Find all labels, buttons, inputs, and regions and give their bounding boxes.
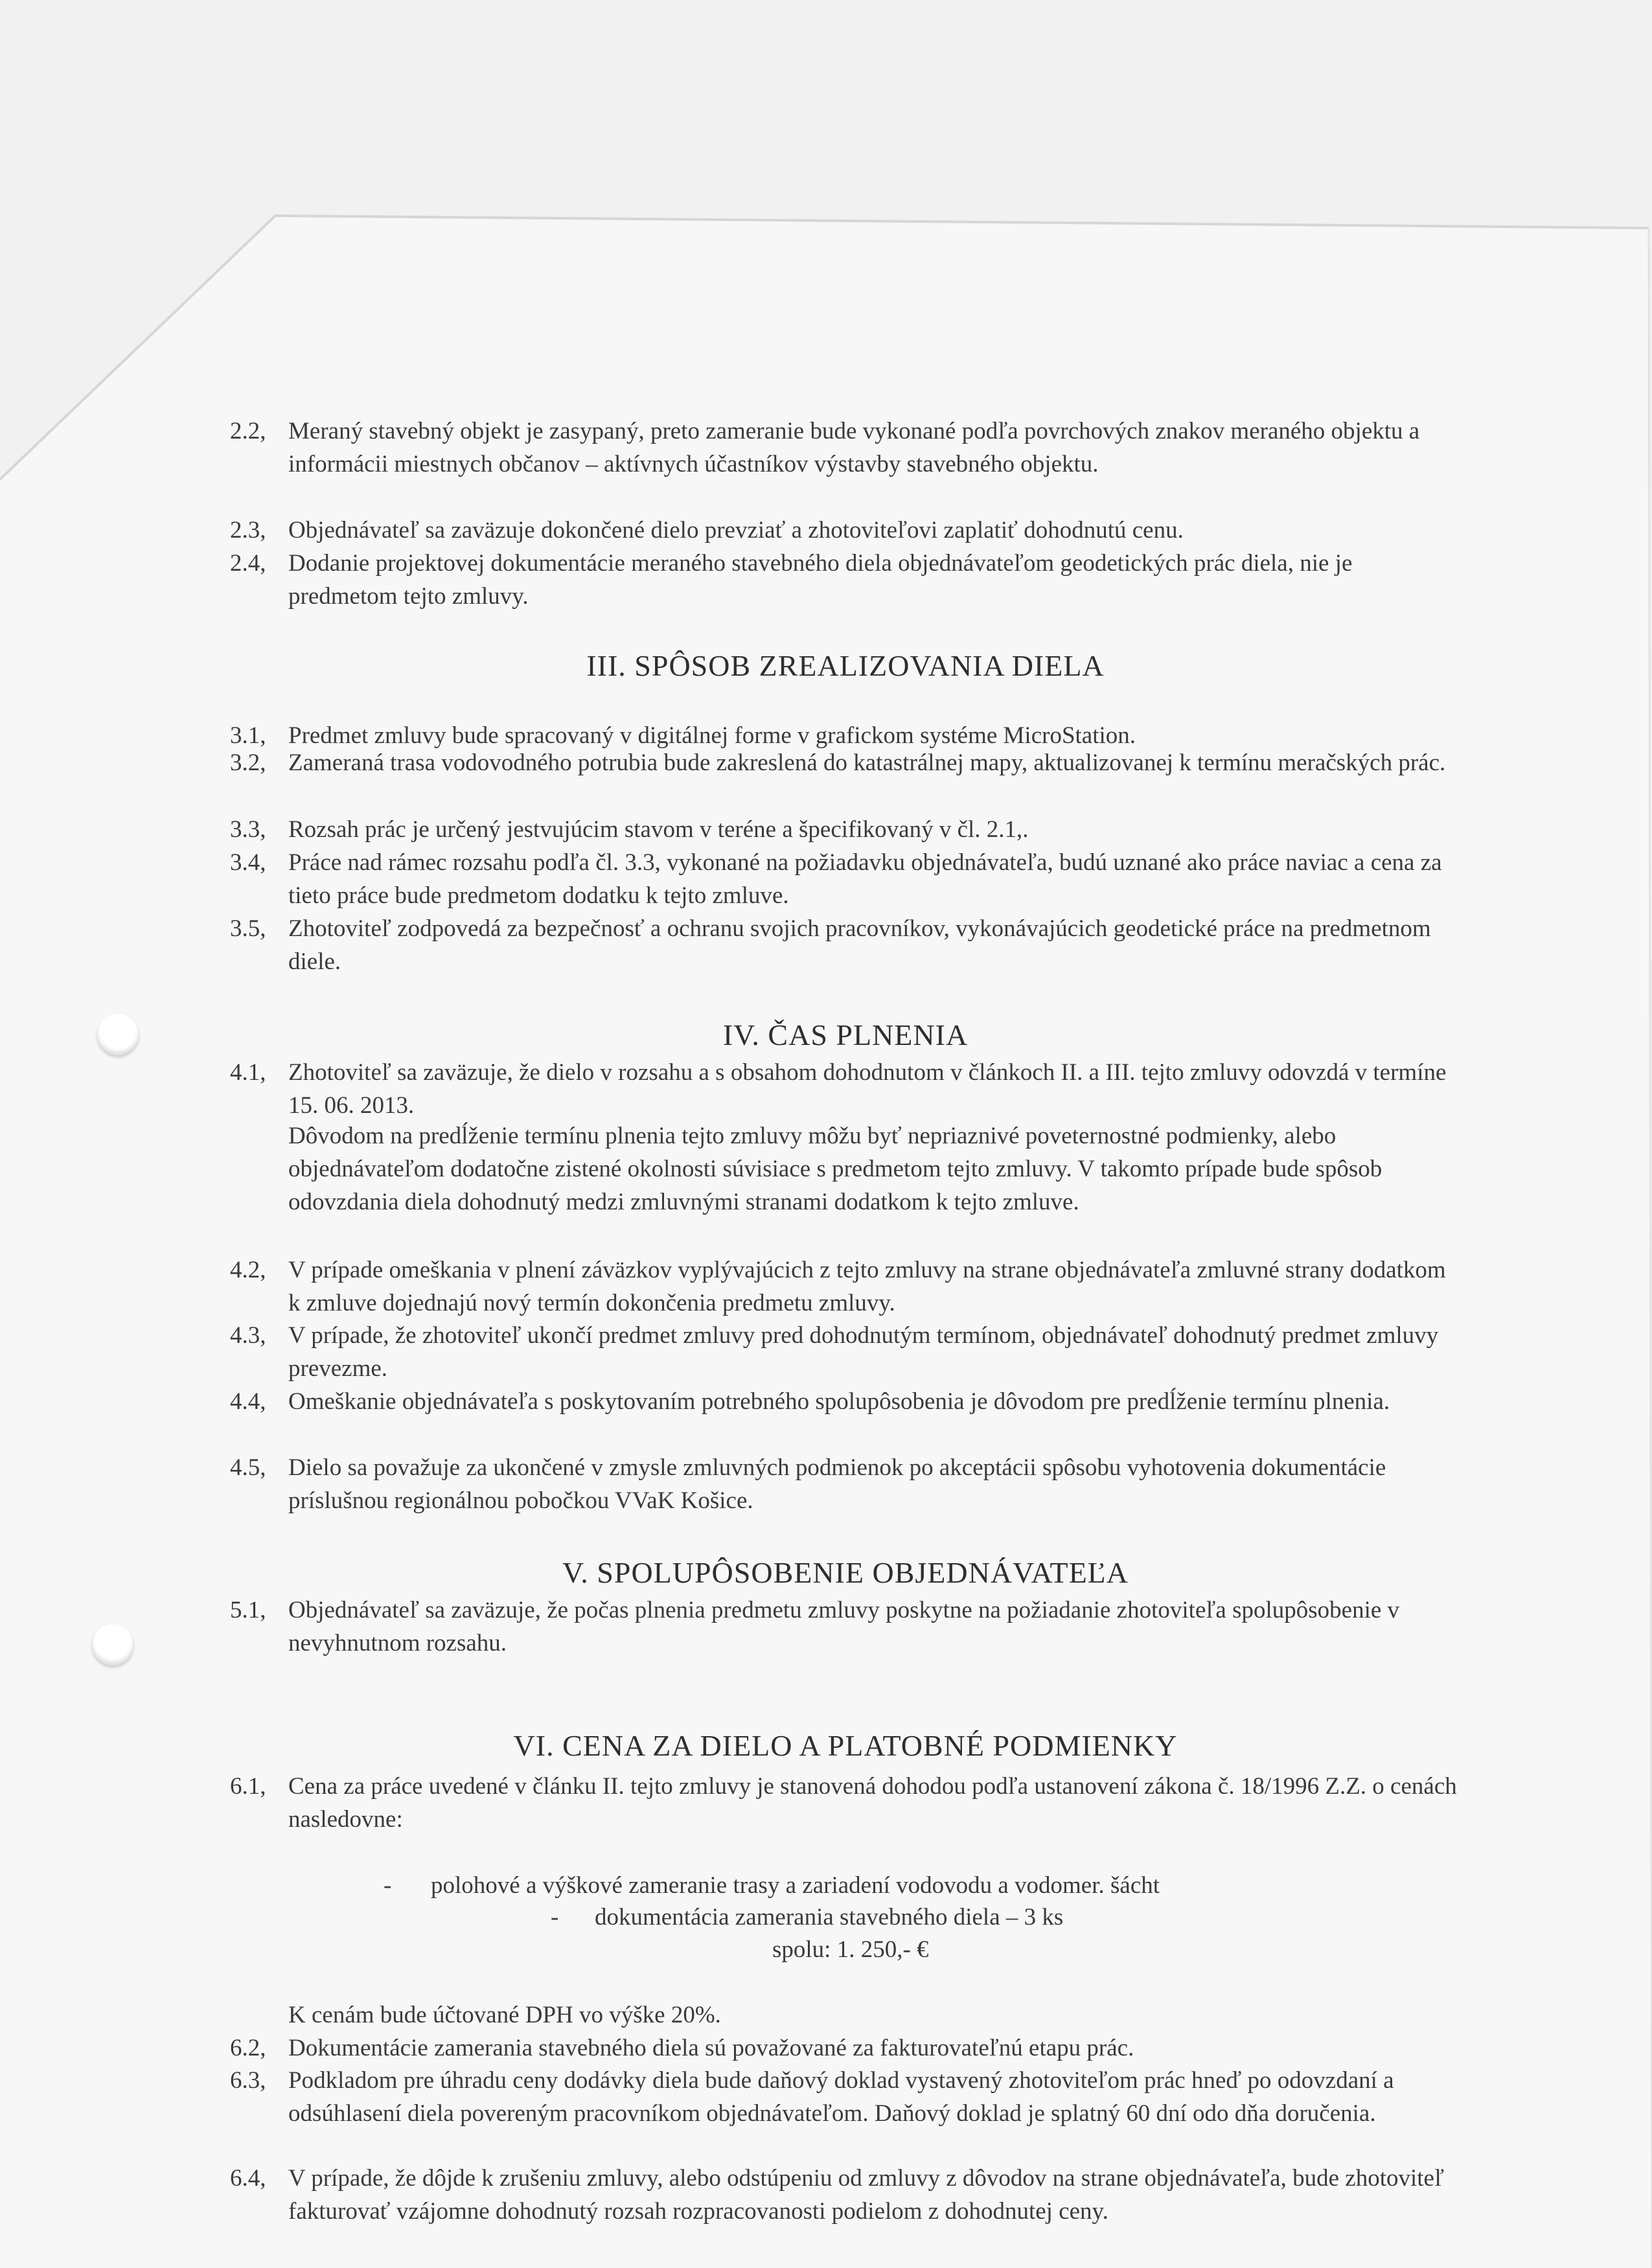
clause-number: 2.4, [230, 550, 266, 577]
clause-text: Zhotoviteľ sa zaväzuje, že dielo v rozsahu a s obsahom dohodnutom v článkoch II. a III. tejto zmluvy odovzdá v termíne 15. 06. 2013. [288, 1059, 1447, 1119]
clause-text: Práce nad rámec rozsahu podľa čl. 3.3, vykonané na požiadavku objednávateľa, budú uznané ako práce naviac a cena za tieto práce bude predmetom dodatku k tejto zmluve. [288, 849, 1442, 909]
clause-number: 4.5, [230, 1454, 266, 1481]
clause-text: V prípade omeškania v plnení záväzkov vyplývajúcich z tejto zmluvy na strane objednávateľa zmluvné strany dodatkom k zmluve dojednajú nový termín dokončenia predmetu zmluvy. [288, 1257, 1446, 1316]
clause-6-3 [230, 2064, 1461, 2130]
clause-number: 6.2, [230, 2035, 266, 2061]
clause-number: 3.3, [230, 816, 266, 843]
clause-number: 6.3, [230, 2067, 266, 2094]
clause-4-2 [230, 1254, 1461, 1320]
clause-3-3 [230, 813, 1461, 846]
clause-text: Rozsah prác je určený jestvujúcim stavom v teréne a špecifikovaný v čl. 2.1,. [288, 816, 1029, 843]
section-heading-vi: VI. CENA ZA DIELO A PLATOBNÉ PODMIENKY [513, 1729, 1178, 1762]
clause-number: 3.1, [230, 722, 266, 749]
clause-number: 4.3, [230, 1322, 266, 1349]
clause-text: V prípade, že zhotoviteľ ukončí predmet zmluvy pred dohodnutým termínom, objednávateľ dohodnutý predmet zmluvy prevezme. [288, 1322, 1439, 1382]
bullet-mark: - [551, 1904, 559, 1930]
clause-text: Dôvodom na predĺženie termínu plnenia tejto zmluvy môžu byť nepriaznivé poveternostné podmienky, alebo objednávateľom dodatočne zistené okolnosti súvisiace s predmetom tejto zmluvy. V takomto prípade bude spôsob odovzdania diela dohodnutý medzi zmluvnými stranami dodatkom k tejto zmluve. [288, 1123, 1382, 1215]
clause-number: 4.1, [230, 1059, 266, 1086]
section-heading-iii: III. SPÔSOB ZREALIZOVANIA DIELA [586, 649, 1105, 682]
section-heading-v: V. SPOLUPÔSOBENIE OBJEDNÁVATEĽA [562, 1556, 1129, 1589]
clause-4-3 [230, 1319, 1461, 1385]
clause-6-2 [230, 2032, 1461, 2065]
clause-text: Omeškanie objednávateľa s poskytovaním potrebného spolupôsobenia je dôvodom pre predĺženie termínu plnenia. [288, 1388, 1390, 1415]
bullet-mark: - [384, 1872, 392, 1899]
clause-6-1 [230, 1770, 1461, 1836]
clause-number: 6.4, [230, 2165, 266, 2192]
clause-text: Cena za práce uvedené v článku II. tejto zmluvy je stanovená dohodou podľa ustanovení zákona č. 18/1996 Z.Z. o cenách nasledovne: [288, 1773, 1457, 1833]
clause-3-5 [230, 912, 1461, 978]
clause-4-1 [230, 1056, 1461, 1122]
clause-6-4 [230, 2162, 1461, 2228]
clause-5-1 [230, 1594, 1461, 1660]
clause-2-4 [230, 547, 1461, 613]
clause-4-1-continuation [230, 1119, 1461, 1219]
clause-text: Predmet zmluvy bude spracovaný v digitálnej forme v grafickom systéme MicroStation. [288, 722, 1136, 749]
clause-text: Podkladom pre úhradu ceny dodávky diela bude daňový doklad vystavený zhotoviteľom prác hneď po odovzdaní a odsúhlasení diela povereným pracovníkom objednávateľom. Daňový doklad je splatný 60 dní odo dňa doručenia. [288, 2067, 1394, 2127]
clause-2-3 [230, 514, 1461, 547]
price-item-documentation: dokumentácia zamerania stavebného diela – 3 ks [595, 1904, 1064, 1930]
clause-number: 2.3, [230, 517, 266, 544]
price-total: spolu: 1. 250,- € [772, 1936, 929, 1963]
section-heading-iv: IV. ČAS PLNENIA [722, 1018, 969, 1051]
clause-text: Dodanie projektovej dokumentácie meraného stavebného diela objednávateľom geodetických prác diela, nie je predmetom tejto zmluvy. [288, 550, 1353, 610]
clause-3-2 [230, 746, 1461, 779]
clause-number: 4.4, [230, 1388, 266, 1415]
clause-number: 5.1, [230, 1597, 266, 1623]
clause-text: V prípade, že dôjde k zrušeniu zmluvy, alebo odstúpeniu od zmluvy z dôvodov na strane objednávateľa, bude zhotoviteľ fakturovať vzájomne dohodnutý rozsah rozpracovanosti podielom z dohodnutej ceny. [288, 2165, 1444, 2225]
clause-3-4 [230, 846, 1461, 912]
price-item-survey: polohové a výškové zameranie trasy a zariadení vodovodu a vodomer. šácht [431, 1872, 1160, 1899]
clause-text: Meraný stavebný objekt je zasypaný, preto zameranie bude vykonané podľa povrchových znakov meraného objektu a informácii miestnych občanov – aktívnych účastníkov výstavby stavebného objektu. [288, 418, 1420, 477]
clause-text: Zameraná trasa vodovodného potrubia bude zakreslená do katastrálnej mapy, aktualizovanej k termínu meračských prác. [288, 750, 1446, 776]
clause-number: 4.2, [230, 1257, 266, 1283]
clause-text: Zhotoviteľ zodpovedá za bezpečnosť a ochranu svojich pracovníkov, vykonávajúcich geodetické práce na predmetnom diele. [288, 915, 1431, 975]
clause-number: 3.2, [230, 750, 266, 776]
clause-text: Objednávateľ sa zaväzuje, že počas plnenia predmetu zmluvy poskytne na požiadanie zhotoviteľa spolupôsobenie v nevyhnutnom rozsahu. [288, 1597, 1400, 1656]
clause-text: Dielo sa považuje za ukončené v zmysle zmluvných podmienok po akceptácii spôsobu vyhotovenia dokumentácie príslušnou regionálnou pobočkou VVaK Košice. [288, 1454, 1386, 1514]
clause-4-5 [230, 1451, 1461, 1517]
clause-text: Dokumentácie zamerania stavebného diela sú považované za fakturovateľnú etapu prác. [288, 2035, 1134, 2061]
clause-number: 3.5, [230, 915, 266, 942]
clause-text: Objednávateľ sa zaväzuje dokončené dielo prevziať a zhotoviteľovi zaplatiť dohodnutú cenu. [288, 517, 1184, 544]
clause-4-4 [230, 1385, 1461, 1418]
clause-2-2 [230, 415, 1461, 481]
vat-note: K cenám bude účtované DPH vo výške 20%. [288, 2002, 721, 2028]
clause-number: 3.4, [230, 849, 266, 876]
clause-number: 2.2, [230, 418, 266, 444]
clause-number: 6.1, [230, 1773, 266, 1800]
